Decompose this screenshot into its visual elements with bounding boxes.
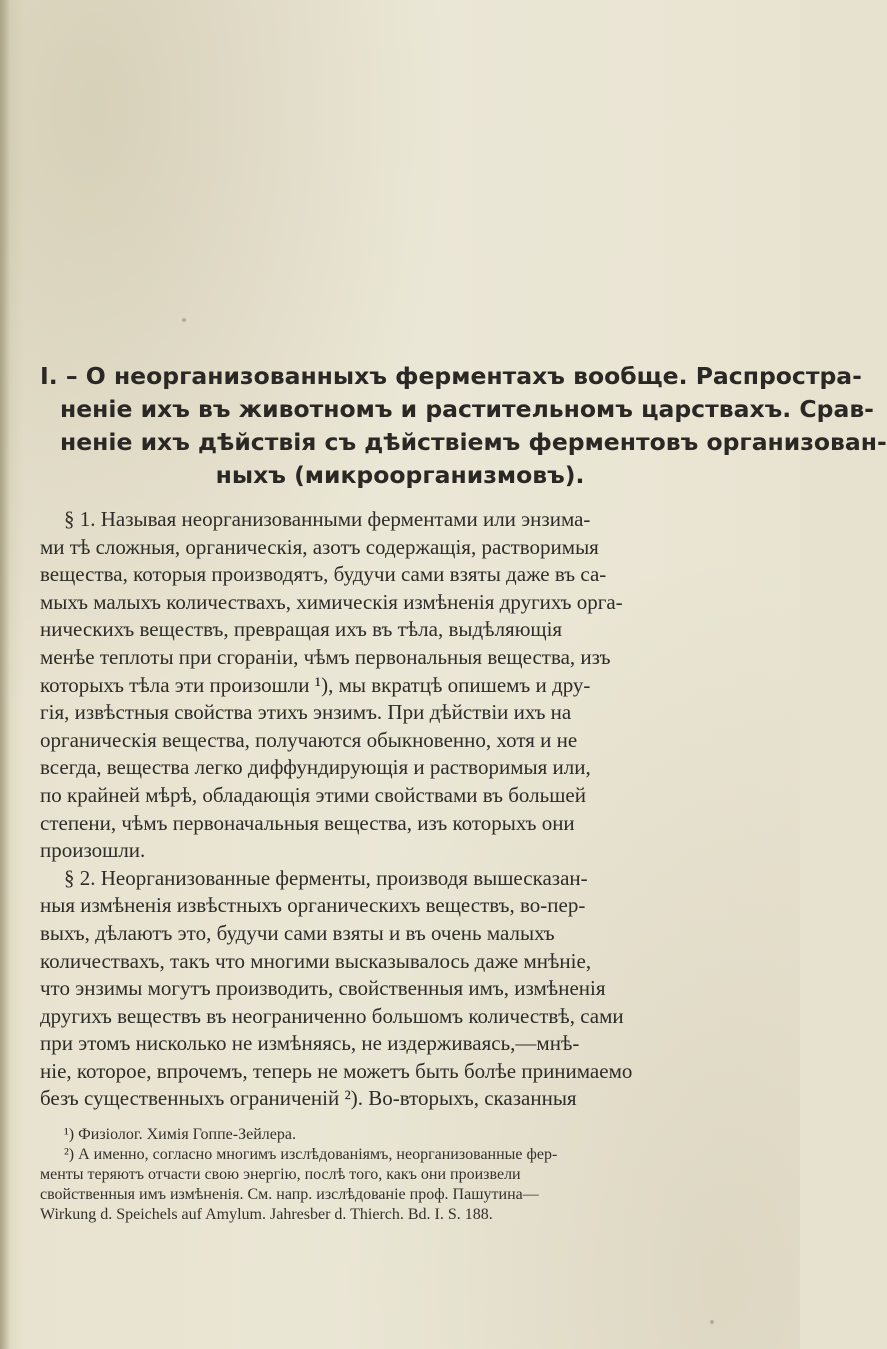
text-line: ми тѣ сложныя, органическія, азотъ содержащія, растворимыя — [40, 534, 599, 559]
text-line: менѣе теплоты при сгораніи, чѣмъ первональныя вещества, изъ — [40, 644, 611, 669]
text-line: безъ существенныхъ ограниченій ²). Во-вторыхъ, сказанныя — [40, 1086, 577, 1111]
text-line: которыхъ тѣла эти произошли ¹), мы вкратцѣ опишемъ и дру- — [40, 672, 591, 697]
text-line: количествахъ, такъ что многими высказывалось даже мнѣніе, — [40, 948, 592, 973]
text-line: гія, извѣстныя свойства этихъ энзимъ. При дѣйствіи ихъ на — [40, 700, 572, 725]
text-line: органическія вещества, получаются обыкновенно, хотя и не — [40, 727, 578, 752]
heading-line: неніе ихъ дѣйствія съ дѣйствіемъ ферментовъ организован- — [60, 428, 887, 456]
text-line: § 2. Неорганизованные ферменты, производя вышесказан- — [64, 865, 588, 890]
footnotes — [40, 1125, 760, 1225]
text-line: ныя измѣненія извѣстныхъ органическихъ веществъ, во-пер- — [40, 893, 586, 918]
footnote-2-line: свойственныя имъ измѣненія. См. напр. изслѣдованіе проф. Пашутина— — [40, 1186, 539, 1204]
paper-speck — [710, 1320, 714, 1324]
text-line: выхъ, дѣлаютъ это, будучи сами взяты и въ очень малыхъ — [40, 920, 555, 945]
text-line: всегда, вещества легко диффундирующія и растворимыя или, — [40, 755, 591, 780]
footnote-2-line: менты теряютъ отчасти свою энергію, послѣ того, какъ они произвели — [40, 1166, 521, 1184]
text-line: ніе, которое, впрочемъ, теперь не можетъ быть болѣе принимаемо — [40, 1058, 633, 1083]
heading-line: I. – О неорганизованныхъ ферментахъ вообще. Распростра- — [40, 362, 862, 390]
page-content — [40, 360, 887, 1225]
text-line: по крайней мѣрѣ, обладающія этими свойствами въ большей — [40, 782, 586, 807]
paper-speck — [182, 318, 186, 322]
text-line: вещества, которыя производятъ, будучи сами взяты даже въ са- — [40, 562, 607, 587]
footnote-1-line: ¹) Физіолог. Химія Гоппе-Зейлера. — [64, 1126, 296, 1144]
page-spine-shadow — [0, 0, 10, 1349]
chapter-heading — [40, 360, 887, 492]
text-line: мыхъ малыхъ количествахъ, химическія измѣненія другихъ орга- — [40, 589, 623, 614]
footnote-2-line: Wirkung d. Speichels auf Amylum. Jahresber d. Thierch. Bd. I. S. 188. — [40, 1206, 493, 1224]
footnote-2-line: ²) А именно, согласно многимъ изслѣдованіямъ, неорганизованные фер- — [64, 1146, 558, 1164]
text-line: что энзимы могутъ производить, свойственныя имъ, измѣненія — [40, 976, 606, 1001]
text-line: ническихъ веществъ, превращая ихъ въ тѣла, выдѣляющія — [40, 617, 563, 642]
text-line: произошли. — [40, 838, 146, 863]
heading-line: неніе ихъ въ животномъ и растительномъ царствахъ. Срав- — [60, 395, 874, 423]
text-line: степени, чѣмъ первоначальныя вещества, изъ которыхъ они — [40, 810, 575, 835]
text-line: § 1. Называя неорганизованными ферментами или энзима- — [64, 507, 591, 531]
paragraph-1 — [40, 506, 760, 865]
text-line: другихъ веществъ въ неограниченно большомъ количествѣ, сами — [40, 1003, 624, 1028]
text-line: при этомъ нисколько не измѣняясь, не издерживаясь,—мнѣ- — [40, 1031, 580, 1056]
heading-line: ныхъ (микроорганизмовъ). — [215, 461, 585, 489]
paragraph-2 — [40, 865, 760, 1113]
